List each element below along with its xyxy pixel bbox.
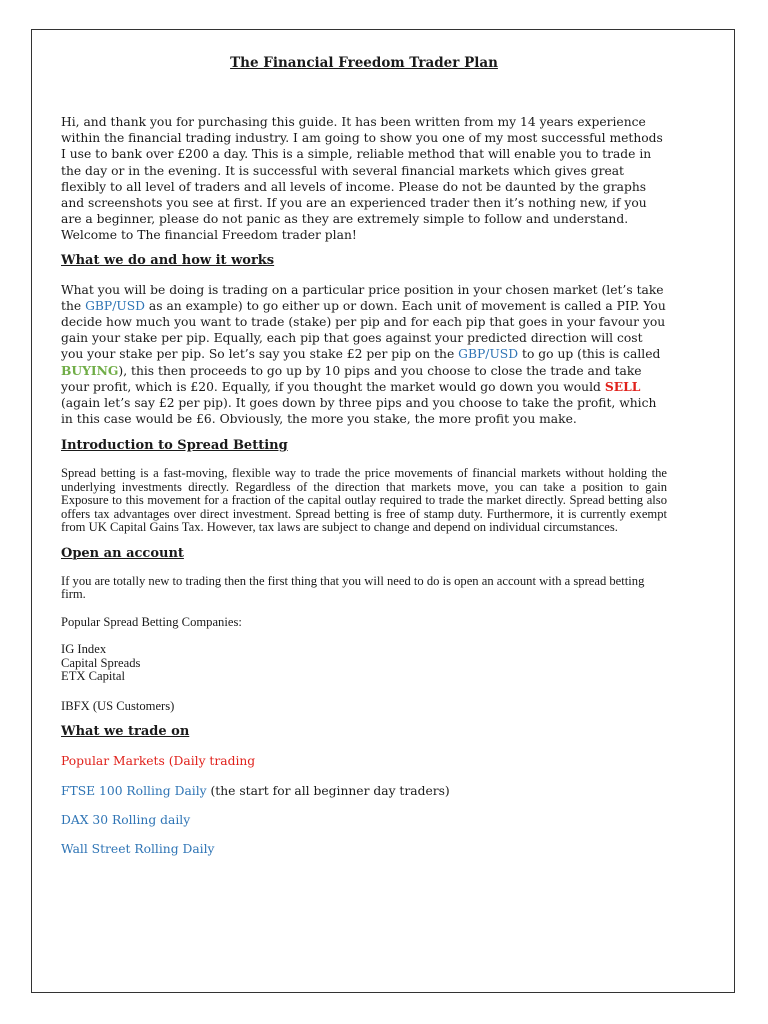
currency-pair-link: GBP/USD	[85, 298, 145, 313]
how-it-works-paragraph	[61, 282, 667, 428]
dax-market: DAX 30 Rolling daily	[61, 812, 191, 827]
heading-open-account: Open an account	[61, 545, 184, 561]
ibfx-item: IBFX (US Customers)	[61, 698, 175, 713]
ftse-note: (the start for all beginner day traders)	[206, 783, 450, 798]
sell-term: SELL	[604, 378, 641, 394]
document-content	[61, 55, 667, 857]
document-title: The Financial Freedom Trader Plan	[230, 55, 498, 71]
companies-list-title: Popular Spread Betting Companies:	[61, 614, 242, 629]
text-segment: (again let’s say £2 per pip). It goes down by three pips and you choose to take the profit, which in this case would be £6. Obviously, the more you stake, the more profit you make.	[61, 396, 657, 427]
text-segment: as an example) to go either up or down. Each unit of movement is called a PIP. You decide how much you want to trade (stake) per pip and for each pip that goes in your favour you gain your stake per pip. Equally, each pip that goes against your predicted direction will cost you your stake per pip. So let’s say you stake £2 per pip on the	[61, 298, 666, 362]
text-segment: ), this then proceeds to go up by 10 pips and you choose to close the trade and take your profit, which is £20. Equally, if you thought the market would go down you would	[61, 363, 642, 394]
list-item: Capital Spreads	[61, 655, 141, 670]
list-item: IG Index	[61, 642, 107, 657]
heading-what-we-trade: What we trade on	[61, 724, 190, 740]
open-account-paragraph: If you are totally new to trading then the first thing that you will need to do is open an account with a spread betting firm.	[61, 573, 645, 602]
popular-markets-label: Popular Markets (Daily trading	[61, 754, 256, 769]
spread-betting-paragraph: Spread betting is a fast-moving, flexible way to trade the price movements of financial markets without holding the underlying investments directly. Regardless of the direction that markets move, you can take a position to gain Exposure to this movement for a fraction of the capital outlay required to trade the market directly. Spread betting also offers tax advantages over direct investment. Spread betting is free of stamp duty. Furthermore, it is currently exempt from UK Capital Gains Tax. However, tax laws are subject to change and depend on individual circumstances.	[61, 466, 667, 535]
wall-street-market: Wall Street Rolling Daily	[61, 842, 215, 857]
intro-paragraph: Hi, and thank you for purchasing this guide. It has been written from my 14 years experience within the financial trading industry. I am going to show you one of my most successful methods I use to bank over £200 a day. This is a simple, reliable method that will enable you to trade in the day or in the evening. It is successful with several financial markets which gives great flexibly to all level of traders and all levels of income. Please do not be daunted by the graphs and screenshots you see at first. If you are an experienced trader then it’s nothing new, if you are a beginner, please do not panic as they are extremely simple to follow and understand. Welcome to The financial Freedom trader plan!	[61, 115, 663, 243]
ftse-line	[61, 783, 667, 799]
heading-spread-betting: Introduction to Spread Betting	[61, 438, 288, 454]
ftse-market: FTSE 100 Rolling Daily	[61, 783, 207, 798]
text-segment: to go up (this is called	[518, 347, 661, 362]
heading-what-we-do: What we do and how it works	[61, 252, 275, 268]
text-segment: What you will be doing is trading on a particular price position in your chosen market (let’s take the	[61, 282, 664, 313]
list-item: ETX Capital	[61, 669, 126, 684]
currency-pair-link: GBP/USD	[458, 347, 519, 362]
buying-term: BUYING	[61, 362, 119, 378]
companies-list	[61, 643, 667, 684]
